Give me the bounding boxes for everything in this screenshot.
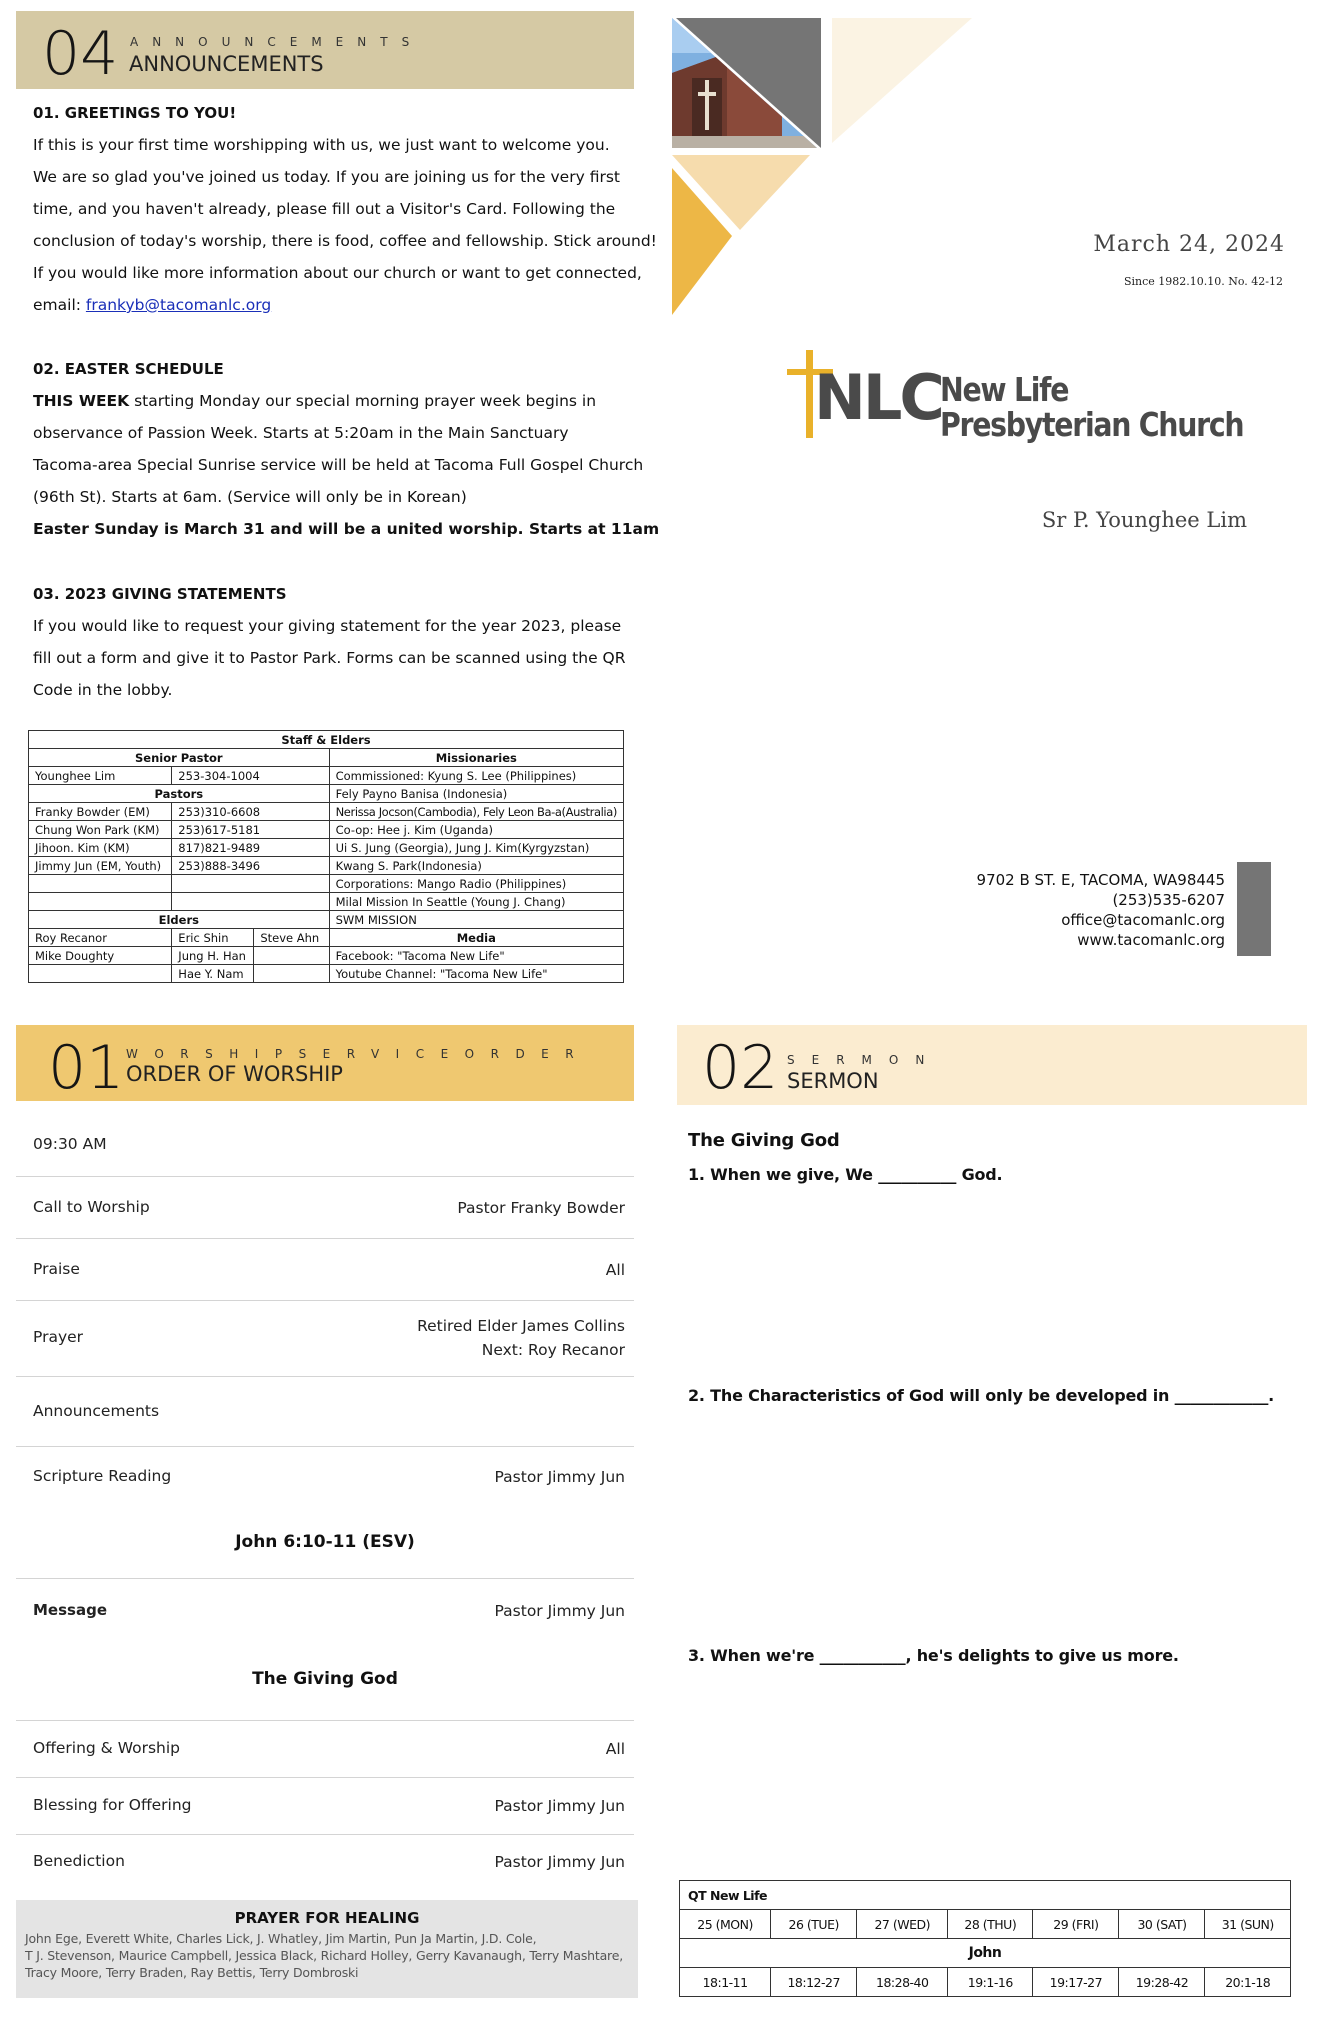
qt-reading: 19:17-27	[1033, 1968, 1119, 1997]
sermon-spaced-label: SERMON	[787, 1053, 942, 1067]
qt-reading: 19:1-16	[948, 1968, 1033, 1997]
senior-pastor-credit: Sr P. Younghee Lim	[1041, 508, 1247, 532]
qt-reading-table	[679, 1880, 1291, 1997]
healing-line: John Ege, Everett White, Charles Lick, J. Whatley, Jim Martin, Pun Ja Martin, J.D. Cole,	[25, 1931, 537, 1946]
service-time-row	[16, 1110, 634, 1177]
worship-item-label: Offering & Worship	[33, 1739, 181, 1757]
worship-item-label: Scripture Reading	[33, 1467, 172, 1485]
healing-names	[25, 1930, 623, 1981]
phone-line: (253)535-6207	[1112, 891, 1225, 909]
easter-line	[33, 385, 633, 417]
worship-item-label: Call to Worship	[33, 1198, 150, 1216]
worship-title: ORDER OF WORSHIP	[126, 1062, 343, 1086]
announcements-number: 04	[42, 19, 119, 89]
bulletin-date: March 24, 2024	[1093, 232, 1285, 257]
worship-item-leader: Pastor Jimmy Jun	[494, 1853, 625, 1871]
qt-reading: 20:1-18	[1205, 1968, 1291, 1997]
worship-item-row	[16, 1721, 634, 1778]
qt-reading: 19:28-42	[1119, 1968, 1205, 1997]
giving-line: fill out a form and give it to Pastor Park. Forms can be scanned using the QR	[33, 649, 626, 667]
worship-item-label: Benediction	[33, 1852, 125, 1870]
qt-reading: 18:28-40	[857, 1968, 948, 1997]
easter-section	[33, 360, 660, 545]
giving-line: Code in the lobby.	[33, 681, 173, 699]
worship-item-label: Blessing for Offering	[33, 1796, 192, 1814]
worship-item-label: Message	[33, 1601, 107, 1619]
qt-day: 25 (MON)	[680, 1910, 771, 1939]
since-issue-number: Since 1982.10.10. No. 42-12	[1123, 275, 1283, 288]
staff-table	[28, 730, 624, 983]
worship-item-leader	[417, 1314, 625, 1362]
missionaries-header: Missionaries	[329, 749, 623, 767]
worship-number: 01	[48, 1033, 125, 1103]
scripture-reference: John 6:10-11 (ESV)	[235, 1532, 415, 1552]
media-item: Facebook: "Tacoma New Life"	[329, 947, 623, 965]
worship-item-row	[16, 1301, 634, 1377]
worship-item-leader: Pastor Franky Bowder	[457, 1199, 625, 1217]
qt-day: 31 (SUN)	[1205, 1910, 1291, 1939]
easter-line: observance of Passion Week. Starts at 5:20am in the Main Sanctuary	[33, 424, 569, 442]
worship-spaced-label: WORSHIPSERVICEORDER	[126, 1047, 591, 1061]
sermon-point: 3. When we're ___________, he's delights to give us more.	[688, 1646, 1179, 1665]
worship-item-leader: Pastor Jimmy Jun	[494, 1797, 625, 1815]
sermon-number: 02	[702, 1033, 779, 1103]
empty-cell	[172, 893, 329, 911]
sermon-header	[677, 1025, 1307, 1105]
qt-reading: 18:12-27	[771, 1968, 857, 1997]
qt-day: 29 (FRI)	[1033, 1910, 1119, 1939]
senior-pastor-name: Younghee Lim	[29, 767, 172, 785]
giving-heading: 03. 2023 GIVING STATEMENTS	[33, 585, 287, 603]
worship-item-label: Praise	[33, 1260, 80, 1278]
worship-header	[16, 1025, 634, 1101]
worship-item-row	[16, 1239, 634, 1301]
worship-item-row	[16, 1835, 634, 1885]
elders-header: Elders	[29, 911, 330, 929]
easter-line-rest: starting Monday our special morning prayer week begins in	[129, 392, 597, 410]
this-week-label: THIS WEEK	[33, 392, 130, 410]
pastor-name: Chung Won Park (KM)	[29, 821, 172, 839]
healing-title: PRAYER FOR HEALING	[234, 1909, 420, 1927]
elder-name	[254, 965, 329, 983]
pastor-phone: 253)617-5181	[172, 821, 329, 839]
media-item: Youtube Channel: "Tacoma New Life"	[329, 965, 623, 983]
missionary: Fely Payno Banisa (Indonesia)	[329, 785, 623, 803]
website-line: www.tacomanlc.org	[1077, 931, 1225, 949]
empty-cell	[172, 875, 329, 893]
worship-item-leader: Pastor Jimmy Jun	[494, 1602, 625, 1620]
missionary: Commissioned: Kyung S. Lee (Philippines)	[329, 767, 623, 785]
qt-day: 28 (THU)	[948, 1910, 1033, 1939]
missionary: Nerissa Jocson(Cambodia), Fely Leon Ba-a(Australia)	[329, 803, 623, 821]
healing-line: T J. Stevenson, Maurice Campbell, Jessica Black, Richard Holley, Gerry Kavanaugh, Terry Mashtare,	[25, 1948, 623, 1963]
missionary: Co-op: Hee j. Kim (Uganda)	[329, 821, 623, 839]
missionary: Corporations: Mango Radio (Philippines)	[329, 875, 623, 893]
sermon-title: SERMON	[787, 1069, 879, 1093]
senior-pastor-header: Senior Pastor	[29, 749, 330, 767]
qt-title: QT New Life	[680, 1881, 1291, 1910]
pastor-name: Franky Bowder (EM)	[29, 803, 172, 821]
sermon-heading: The Giving God	[688, 1130, 840, 1151]
worship-item-leader: Pastor Jimmy Jun	[494, 1468, 625, 1486]
worship-item-row	[16, 1778, 634, 1835]
pastor-name: Jihoon. Kim (KM)	[29, 839, 172, 857]
easter-heading: 02. EASTER SCHEDULE	[33, 360, 224, 378]
missionary: Kwang S. Park(Indonesia)	[329, 857, 623, 875]
address-accent-bar	[1237, 862, 1271, 956]
announcements-header	[16, 11, 634, 89]
church-address	[977, 870, 1225, 950]
church-name-line1: New Life	[940, 370, 1069, 409]
missionary: SWM MISSION	[329, 911, 623, 929]
sermon-point: 1. When we give, We __________ God.	[688, 1165, 1003, 1184]
elder-name	[29, 965, 172, 983]
elder-name: Jung H. Han	[172, 947, 254, 965]
easter-line: Tacoma-area Special Sunrise service will be held at Tacoma Full Gospel Church	[33, 456, 644, 474]
worship-item-leader: All	[605, 1261, 625, 1279]
message-title: The Giving God	[252, 1669, 398, 1689]
email-label: email:	[33, 296, 86, 314]
elder-name: Hae Y. Nam	[172, 965, 254, 983]
announcements-spaced-label: ANNOUNCEMENTS	[130, 35, 424, 49]
elder-name: Mike Doughty	[29, 947, 172, 965]
missionary: Milal Mission In Seattle (Young J. Chang)	[329, 893, 623, 911]
church-logo	[787, 350, 1247, 445]
service-time: 09:30 AM	[33, 1135, 107, 1153]
healing-line: Tracy Moore, Terry Braden, Ray Bettis, Terry Dombroski	[25, 1965, 359, 1980]
giving-section	[33, 585, 633, 706]
pastor-phone: 253)310-6608	[172, 803, 329, 821]
greetings-heading: 01. GREETINGS TO YOU!	[33, 104, 237, 122]
qt-day: 27 (WED)	[857, 1910, 948, 1939]
greetings-line: We are so glad you've joined us today. If you are joining us for the very first	[33, 168, 620, 186]
greetings-line: If this is your first time worshipping with us, we just want to welcome you.	[33, 136, 610, 154]
worship-item-row	[16, 1377, 634, 1447]
easter-line: (96th St). Starts at 6am. (Service will only be in Korean)	[33, 488, 467, 506]
pastor-name: Jimmy Jun (EM, Youth)	[29, 857, 172, 875]
greetings-line: conclusion of today's worship, there is food, coffee and fellowship. Stick around!	[33, 232, 657, 250]
empty-cell	[29, 875, 172, 893]
light-triangle	[832, 18, 972, 143]
email-line: office@tacomanlc.org	[1061, 911, 1225, 929]
worship-item-row	[16, 1447, 634, 1579]
prayer-for-healing-box	[16, 1900, 638, 1998]
email-link[interactable]: frankyb@tacomanlc.org	[85, 296, 272, 314]
announcements-title: ANNOUNCEMENTS	[129, 52, 324, 76]
greetings-email-line	[33, 289, 633, 321]
cover-triangles-graphic	[672, 18, 982, 318]
elder-name: Eric Shin	[172, 929, 254, 947]
media-header: Media	[329, 929, 623, 947]
pastors-header: Pastors	[29, 785, 330, 803]
pastor-phone: 253)888-3496	[172, 857, 329, 875]
senior-pastor-phone: 253-304-1004	[172, 767, 329, 785]
elder-name: Steve Ahn	[254, 929, 329, 947]
worship-item-label: Prayer	[33, 1328, 84, 1346]
sermon-point: 2. The Characteristics of God will only be developed in ____________.	[688, 1386, 1275, 1405]
qt-reading: 18:1-11	[680, 1968, 771, 1997]
logo-letters: NLC	[814, 361, 942, 434]
qt-day: 26 (TUE)	[771, 1910, 857, 1939]
worship-item-leader: All	[605, 1740, 625, 1758]
greetings-section	[33, 104, 657, 321]
prayer-leader: Retired Elder James Collins	[417, 1317, 625, 1335]
elder-name	[254, 947, 329, 965]
easter-sunday-line: Easter Sunday is March 31 and will be a united worship. Starts at 11am	[33, 520, 660, 538]
address-line: 9702 B ST. E, TACOMA, WA98445	[976, 871, 1225, 889]
staff-title: Staff & Elders	[29, 731, 624, 749]
qt-day: 30 (SAT)	[1119, 1910, 1205, 1939]
greetings-line: If you would like more information about our church or want to get connected,	[33, 264, 642, 282]
worship-item-row	[16, 1177, 634, 1239]
elder-name: Roy Recanor	[29, 929, 172, 947]
qt-book: John	[680, 1939, 1291, 1968]
giving-line: If you would like to request your giving statement for the year 2023, please	[33, 617, 622, 635]
prayer-next-leader: Next: Roy Recanor	[481, 1341, 625, 1359]
worship-item-row	[16, 1579, 634, 1721]
worship-item-label: Announcements	[33, 1402, 160, 1420]
missionary: Ui S. Jung (Georgia), Jung J. Kim(Kyrgyzstan)	[329, 839, 623, 857]
church-name-line2: Presbyterian Church	[940, 405, 1244, 444]
pastor-phone: 817)821-9489	[172, 839, 329, 857]
greetings-line: time, and you haven't already, please fill out a Visitor's Card. Following the	[33, 200, 616, 218]
empty-cell	[29, 893, 172, 911]
